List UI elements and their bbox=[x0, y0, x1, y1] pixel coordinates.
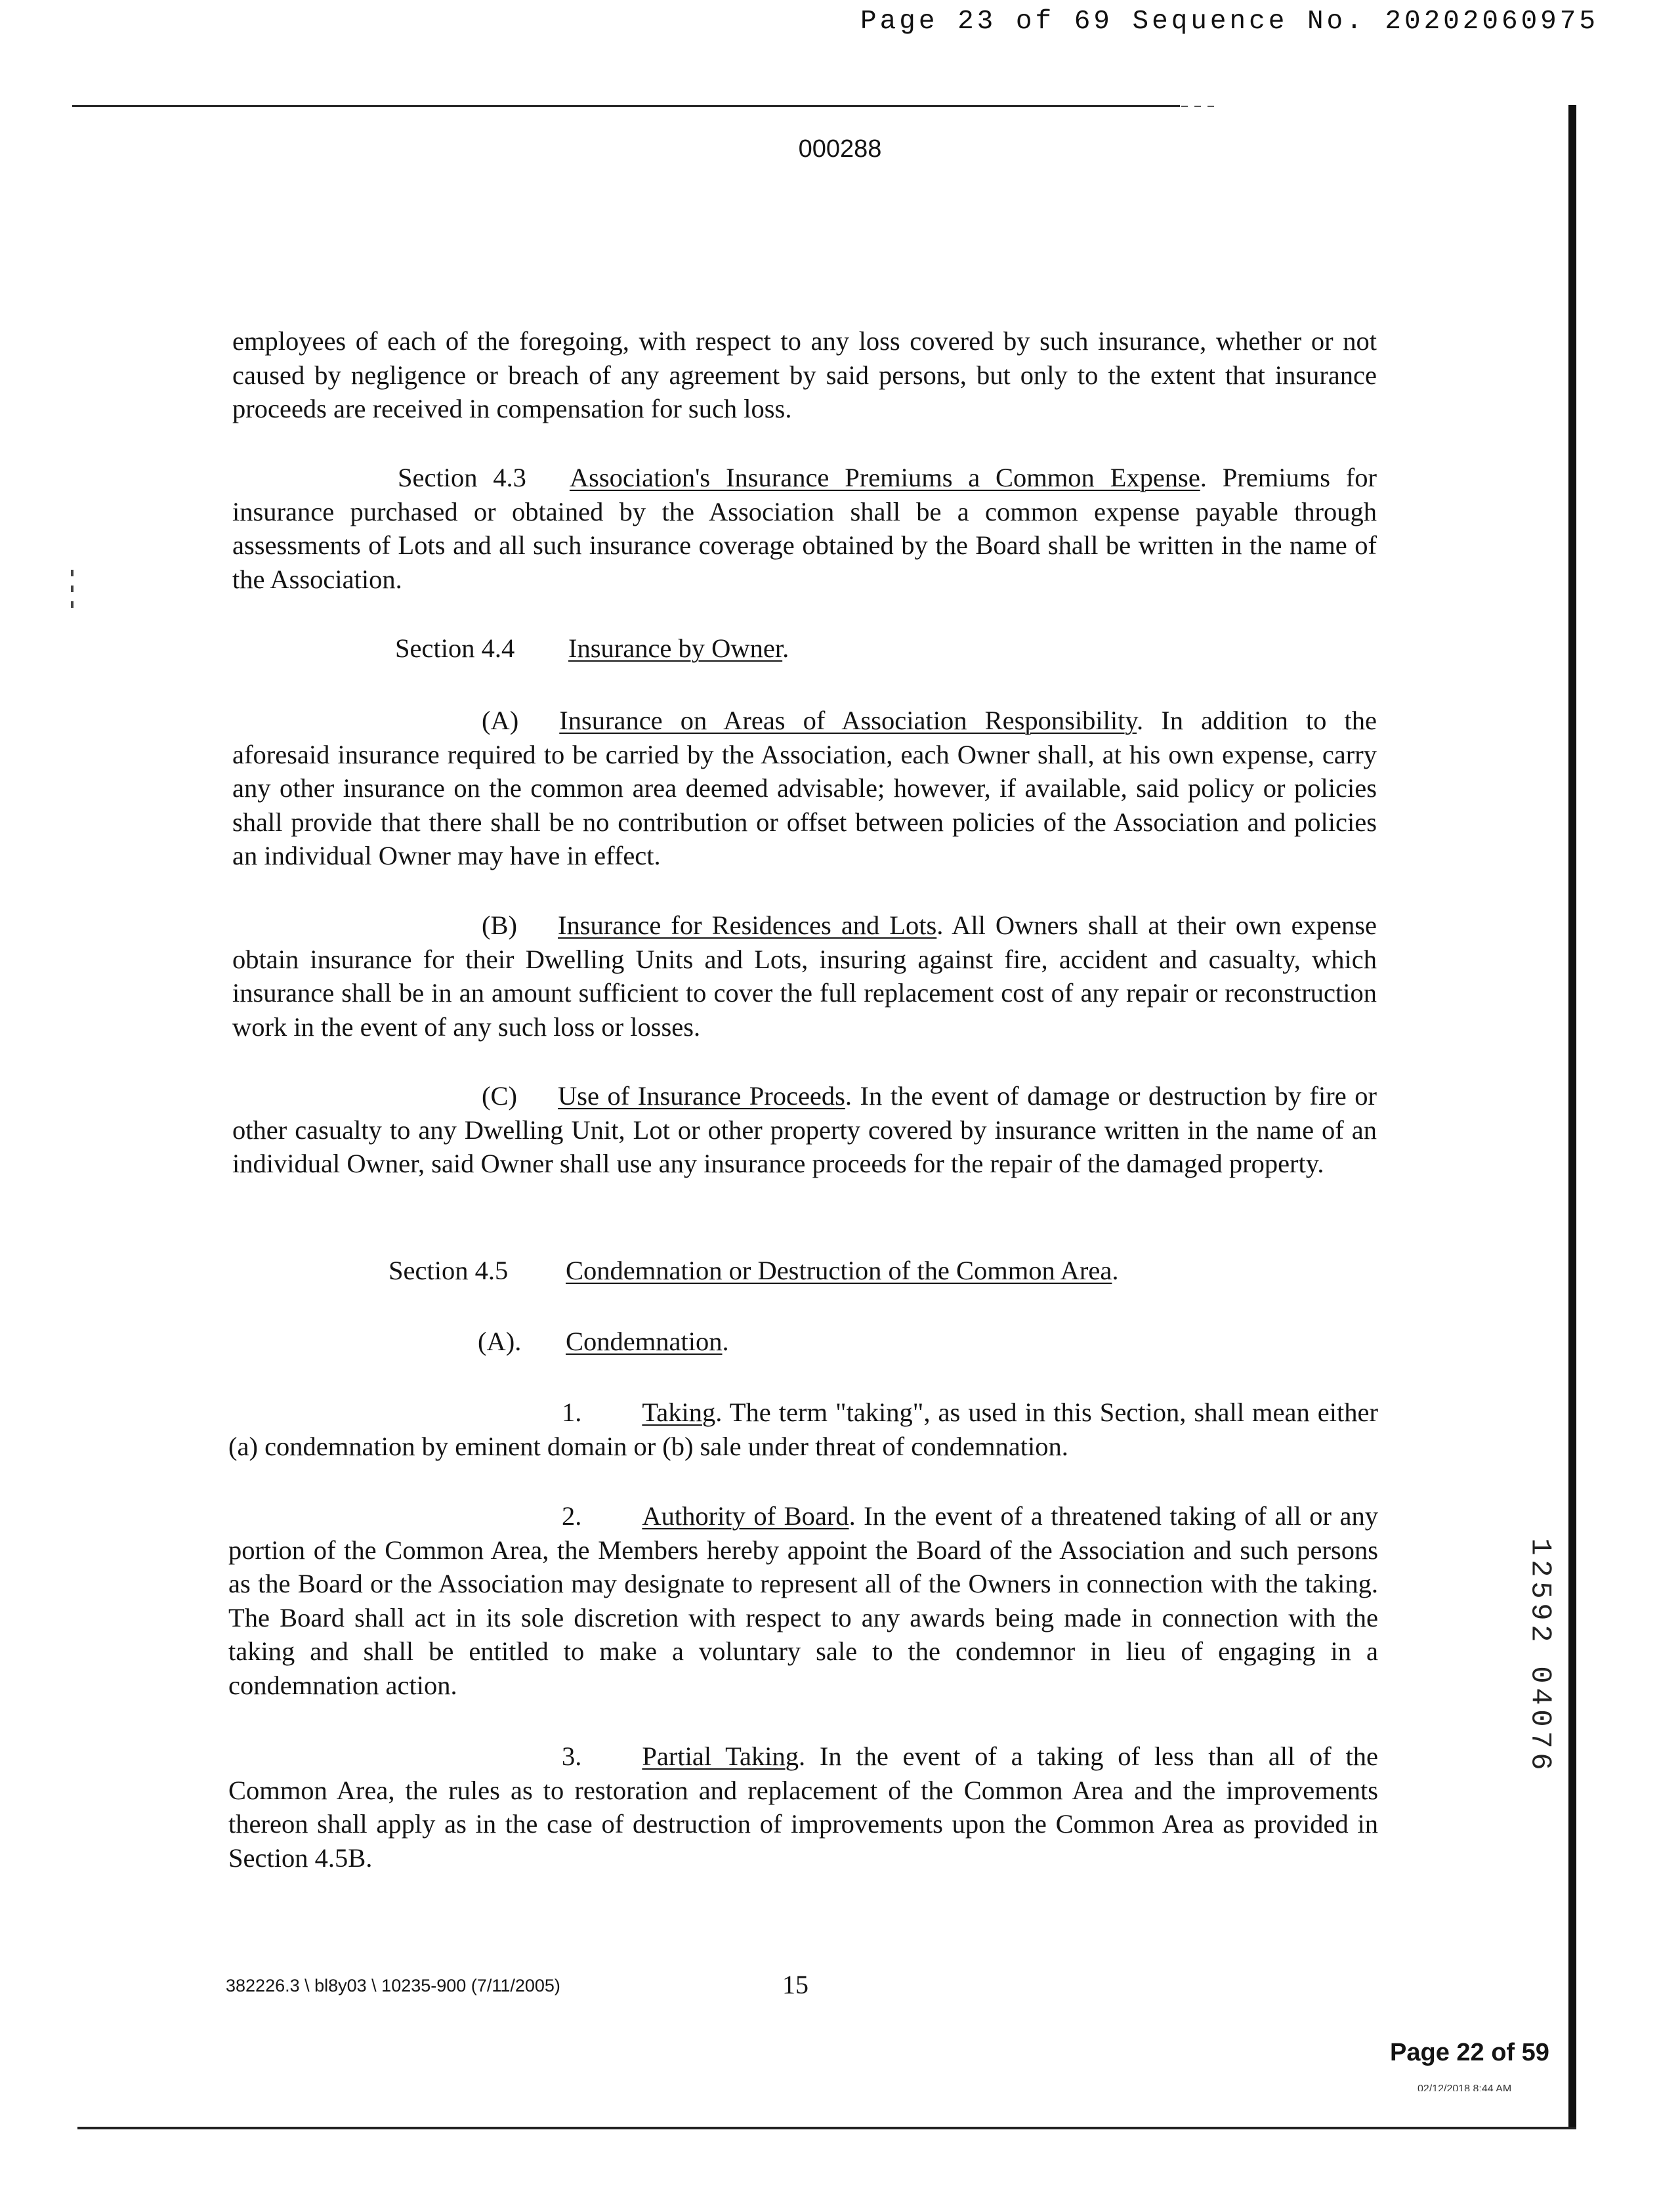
margin-ticks bbox=[71, 570, 74, 610]
section-4-4-c bbox=[232, 1079, 1377, 1181]
section-4-4-b-text: . All Owners shall at their own expense obtain insurance for their Dwelling Units and Lots, insuring against fire, accident and casualty, which insurance shall be in an amount sufficient to cover the full replacement cost of any repair or reconstruction work in the event of any such loss or losses. bbox=[232, 910, 1377, 1042]
section-4-5-title: Condemnation or Destruction of the Common Area bbox=[566, 1256, 1112, 1285]
top-rule-dashes bbox=[1181, 106, 1221, 107]
side-recording-stamp bbox=[1520, 1536, 1559, 1772]
section-4-4-a-text: . In addition to the aforesaid insurance required to be carried by the Association, each Owner shall, at his own expense, carry any other insurance on the common area deemed advisable; however, if available, said policy or policies shall provide that there shall be no contribution or offset between policies of the Association and policies an individual Owner may have in effect. bbox=[232, 706, 1377, 870]
item-1-title: Taking bbox=[642, 1397, 716, 1427]
side-stamp-char: 2 bbox=[1523, 1625, 1557, 1642]
item-3-label: 3. bbox=[562, 1741, 582, 1771]
section-4-5-period: . bbox=[1112, 1256, 1119, 1285]
item-1-taking bbox=[228, 1396, 1378, 1463]
item-2-label: 2. bbox=[562, 1501, 582, 1531]
section-4-4-c-text: . In the event of damage or destruction by fire or other casualty to any Dwelling Unit, Lot or other property covered by insurance written in the name of an individual Owner, said Owner shall use any insurance proceeds for the repair of the damaged property. bbox=[232, 1081, 1377, 1178]
top-rule bbox=[72, 105, 1180, 107]
section-4-4-a-label: (A) bbox=[482, 706, 519, 735]
side-stamp-char: 9 bbox=[1523, 1603, 1557, 1621]
section-4-5-label: Section 4.5 bbox=[388, 1256, 509, 1285]
section-4-5-a-heading bbox=[566, 1325, 729, 1359]
paragraph-intro: employees of each of the foregoing, with respect to any loss covered by such insurance, whether or not caused by negligence or breach of any agreement by said persons, but only to the extent that insurance proceeds are received in compensation for such loss. bbox=[232, 326, 1377, 423]
section-4-5-a-label: (A). bbox=[478, 1327, 522, 1356]
bottom-rule bbox=[77, 2127, 1576, 2129]
section-4-4-c-label: (C) bbox=[482, 1081, 517, 1111]
section-4-4-label: Section 4.4 bbox=[395, 633, 515, 663]
page-sequence-stamp: Page 23 of 69 Sequence No. 20202060975 bbox=[860, 7, 1599, 37]
item-1-text: . The term "taking", as used in this Section, shall mean either (a) condemnation by eminent domain or (b) sale under threat of condemnation. bbox=[228, 1397, 1378, 1461]
side-stamp-char: 6 bbox=[1523, 1753, 1557, 1770]
section-4-4-period: . bbox=[782, 633, 789, 663]
section-4-3-label: Section 4.3 bbox=[398, 463, 526, 492]
section-4-3 bbox=[232, 461, 1377, 596]
item-3-text: . In the event of a taking of less than all of the Common Area, the rules as to restoration and replacement of the Common Area and the improvements thereon shall apply as in the case of destruction of improvements upon the Common Area as provided in Section 4.5B. bbox=[228, 1741, 1378, 1873]
footer-document-id: 382226.3 \ bl8y03 \ 10235-900 (7/11/2005) bbox=[226, 1976, 560, 1995]
section-4-4-heading bbox=[568, 631, 789, 666]
item-3-partial-taking bbox=[228, 1739, 1378, 1875]
section-4-4-a bbox=[232, 704, 1377, 873]
item-2-title: Authority of Board bbox=[642, 1501, 849, 1531]
side-stamp-char: 1 bbox=[1523, 1538, 1557, 1556]
item-2-authority bbox=[228, 1499, 1378, 1702]
footer-timestamp: 02/12/2018 8:44 AM bbox=[1418, 2083, 1512, 2091]
section-4-3-text: . Premiums for insurance purchased or obtained by the Association shall be a common expense payable through assessments of Lots and all such insurance coverage obtained by the Board shall be written in the name of the Association. bbox=[232, 463, 1377, 594]
item-3-title: Partial Taking bbox=[642, 1741, 799, 1771]
section-4-4-b bbox=[232, 908, 1377, 1044]
document-number: 000288 bbox=[798, 135, 882, 163]
item-1-label: 1. bbox=[562, 1397, 582, 1427]
side-stamp-char: 0 bbox=[1523, 1666, 1557, 1684]
side-stamp-char: 2 bbox=[1523, 1560, 1557, 1577]
footer-page-number: 15 bbox=[782, 1970, 808, 1999]
section-4-4-c-title: Use of Insurance Proceeds bbox=[558, 1081, 845, 1111]
side-stamp-char: 0 bbox=[1523, 1709, 1557, 1727]
right-scan-border bbox=[1568, 105, 1576, 2127]
section-4-4-title: Insurance by Owner bbox=[568, 633, 783, 663]
footer-page-counter: Page 22 of 59 bbox=[1390, 2039, 1549, 2066]
section-4-3-title: Association's Insurance Premiums a Common Expense bbox=[569, 463, 1200, 492]
section-4-5-a-title: Condemnation bbox=[566, 1327, 723, 1356]
item-2-text: . In the event of a threatened taking of all or any portion of the Common Area, the Members hereby appoint the Board of the Association and such persons as the Board or the Association may designate to represent all of the Owners in connection with the taking. The Board shall act in its sole discretion with respect to any awards being made in connection with the taking and shall be entitled to make a voluntary sale to the condemnor in lieu of engaging in a condemnation action. bbox=[228, 1501, 1378, 1700]
side-stamp-char: 5 bbox=[1523, 1581, 1557, 1599]
side-stamp-char: 7 bbox=[1523, 1731, 1557, 1749]
section-4-4-b-label: (B) bbox=[482, 910, 517, 940]
section-4-5-a-period: . bbox=[722, 1327, 729, 1356]
section-4-4-a-title: Insurance on Areas of Association Responsibility bbox=[559, 706, 1137, 735]
side-stamp-char: 4 bbox=[1523, 1688, 1557, 1705]
section-4-5-heading bbox=[566, 1254, 1118, 1288]
section-4-4-b-title: Insurance for Residences and Lots bbox=[558, 910, 937, 940]
